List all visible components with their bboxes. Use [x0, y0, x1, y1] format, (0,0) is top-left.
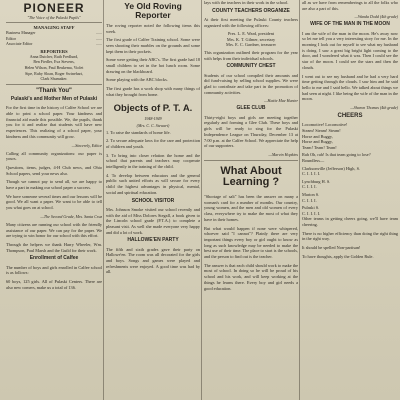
cheer-line: Boundless—	[302, 157, 325, 163]
article-paragraph: Through the helpers we thank Harry Wheeler, Wm. Thompson, Paul Marsh and the Guild for their work.	[6, 241, 102, 253]
article-paragraph: Other teams in getting cheers going, we'll have team cheering.	[302, 216, 398, 227]
article-headline-what-about-learning: What About Learning ?	[220, 164, 282, 189]
staff-row: Editor ......	[6, 35, 102, 41]
article-signature: —Sincerely, Editor	[71, 142, 102, 148]
article-paragraph: Mrs. Johnson Smoke visited our school recently and with the aid of Miss Dolores Stegall, a book given to the Lincoln school grade (P.T.A.) to complete a pleasant visit. As well she made everyone very happy and did a lot of work.	[106, 206, 200, 235]
article-paragraph: But what would happen if none were whispered, whoever said "I cannot"? Plainly there are very important things every boy or girl ought to know as long as such knowledge may be needed to make the best use of their time. The place to start is the schools, and the person to find out is the teacher.	[204, 225, 298, 260]
staff-row: Associate Editor ......	[6, 41, 102, 47]
staff-heading: MANAGING STAFF	[33, 25, 75, 30]
article-subhead: Pulaski's and Mother Men of Pulaski	[10, 96, 98, 103]
article-paragraph: For the first time in the history of Calfee School we are able to print a school paper. Your kindness and financial aid made this possible. We, the pupils, thank you for it and realize that students will have new experiences. This realizing of a school paper, your kindness and this community will grow.	[6, 105, 102, 139]
masthead-tagline: "The Voice of the Pulaski Pupils"	[27, 15, 81, 20]
article-paragraph: Students of our school compiled their amounts and did fund-raising by selling school supplies. We were glad to contribute and take part in the promotion of community activities.	[204, 72, 298, 95]
reporters-line: Sipe, Ruby Sloan, Roger Swinehart,	[25, 70, 83, 76]
article-paragraph: I went out to see my husband and he had a very hard time getting through the clouds. I saw him and he said hello to me and I said hello. We talked about things we had seen at night. I like being the wife of the man in the moon.	[302, 73, 398, 102]
reporters-line: Clark Shumaker.	[40, 76, 68, 82]
cheer-line: Team! Team! Team!	[302, 144, 337, 150]
article-paragraph: 60 boys, 125 girls. All of Pulaski Centers. There are also new comers, make us a total of 136.	[6, 279, 102, 290]
article-paragraph: The answer is that each child should work to make the most of school. In doing so he will be proud of his school and his work, and will keep working at the things he learns there. Every boy and girl needs a good education.	[204, 262, 298, 291]
reporters-line: Ben Fiedler, Eva Stevens,	[33, 59, 75, 65]
column-4	[302, 0, 398, 400]
article-paragraph: Questions, items, judges, 4-H Club news, and Ohio School papers, send your news also.	[6, 164, 102, 176]
reporters-line: Anna Dutcher, Ruth Fredlund,	[29, 53, 79, 59]
article-paragraph: Some were getting their ABC's. The first grade had 18 small children to set in the hot lunch room. Some drawing on the blackboard.	[106, 57, 200, 74]
masthead-title: PIONEER	[23, 1, 85, 15]
column-rule	[201, 0, 202, 400]
article-paragraph: 3. To bring into closer relation the home and the school that parents and teachers may cooperate intelligently in the training of the child.	[106, 152, 200, 170]
article-paragraph: "Shortage of salt" has been the answer on many a woman's card for a number of months. Our country, young women, and the men and old women of every class, everywhere try to make the most of what they have in their homes.	[204, 194, 298, 222]
article-signature: —Wanda Dodd (4th grade)	[354, 14, 398, 20]
article-paragraph: all as we have from rememberings to all the folks who are also a part of this.	[302, 0, 398, 11]
article-headline-enrollment: Enrollment of Calfee	[29, 255, 79, 262]
cheer-line: Lynchburg H. S.	[302, 178, 331, 184]
article-paragraph: The number of boys and girls enrolled in Calfee school is as follows:	[6, 264, 102, 276]
article-paragraph: Thirty-eight boys and girls are meeting together regularly and forming a Glee Club. These boys and girls will be ready to sing for the Pulaski Independence League on Thursday, December 13 at 7:00 p.m. at the Calfee School. We appreciate the help of our supporters.	[204, 114, 298, 149]
article-paragraph: 2. To secure adequate laws for the care and protection of children and youth.	[106, 138, 200, 149]
article-paragraph: It should be spelled Non-partisan!	[302, 245, 361, 251]
article-paragraph: 1. To raise the standards of home life.	[106, 129, 171, 135]
article-headline-pta-objects: Objects of P. T. A.	[113, 102, 193, 114]
cheer-line: C. I. I. I.	[302, 184, 317, 190]
article-paragraph: The roving reporter noted the following items this week.	[106, 22, 200, 34]
article-paragraph: Many citizens are running our school with the friendly assistance of our paper. We can pay for the paper. We are trying to win honor for our school with this effort.	[6, 221, 102, 239]
article-paragraph: Though we cannot pay to send all, we are happy to have a part in making our school paper a success.	[6, 179, 102, 191]
cheers-list	[302, 122, 398, 216]
article-paragraph: 4. To develop between educators and the general public such united efforts as will secure for every child the highest advantages in physical, mental, social and spiritual education.	[106, 172, 200, 195]
reporters-heading: REPORTERS	[40, 48, 68, 54]
article-paragraph: lays with the teachers in their work in the school.	[204, 0, 289, 5]
divider	[6, 84, 102, 85]
article-paragraph: This organization outlined their program for the year with helps from their individual schools.	[204, 49, 298, 61]
article-paragraph: To have thoughts, apply the Golden Rule.	[302, 253, 374, 259]
column-rule	[299, 0, 300, 400]
article-paragraph: I am the wife of the man in the moon. He's away now so let me tell you a very interesting story for me. In the morning I look out for myself to see what my husband is doing. I saw a great big bright light coming to the door, and I wondered what it was. Then I could see the star of the moon. I could see the stars and then the clouds.	[302, 30, 398, 70]
cheer-line: Pulaski S.	[302, 205, 320, 211]
officer-line: Pres. L. E. Ward, president	[227, 31, 275, 37]
article-paragraph: At their first meeting the Pulaski County teachers organized with the following officers:	[204, 16, 298, 28]
article-byline: (Mrs. C. C. Stewart)	[136, 122, 170, 128]
article-signature: —Marvin Hopkins	[268, 151, 298, 157]
cheer-line: Steam! Steam! Steam!	[302, 127, 341, 133]
cheer-line: C. I. I. I. I.	[302, 171, 321, 177]
cheer-line: Rah Oh, rah! Is that team going to lose?	[302, 152, 371, 158]
article-headline-thank-you: "Thank You"	[36, 87, 72, 94]
cheer-line: Horse and Buggy,	[302, 133, 333, 139]
article-headline-cheers: CHEERS	[337, 113, 363, 120]
cheer-line: Locomotive! Locomotive!	[302, 122, 348, 128]
cheer-line: C. I. I. I.	[302, 197, 317, 203]
article-headline-school-visitor: SCHOOL VISITOR	[131, 197, 175, 204]
article-signature: —The Second Grade, Mrs. Santa Cruz	[40, 213, 102, 219]
cheer-line: Marion S.	[302, 191, 320, 197]
divider	[204, 160, 298, 161]
article-headline-wife-of-man-in-moon: WIFE OF THE MAN IN THE MOON	[310, 21, 390, 28]
article-paragraph: The first grade of Calfee Training school. Some were seen shooting their marbles on the grounds and some kept them in their pockets.	[106, 37, 200, 54]
article-paragraph: The first grade has a work shop with many things of what they brought from home.	[106, 86, 200, 97]
article-paragraph: There is no higher efficiency than doing the right thing in the right way.	[302, 230, 398, 242]
column-1	[6, 0, 102, 400]
article-paragraph: Calling all community organizations: our paper is yours.	[6, 150, 102, 162]
column-2	[106, 0, 200, 400]
staff-row: Business Manager ......	[6, 30, 102, 35]
article-headline-community-chest: COMMUNITY CHEST	[226, 63, 276, 70]
article-paragraph: The fifth and sixth grades gave their party on Hallowe'en. The room was all decorated for the girls and boys. Songs and games were played and refreshments were enjoyed. A good time was had by all.	[106, 246, 200, 275]
officer-line: Mrs. K. T. Gilmer, secretary	[226, 36, 276, 42]
reporters-line: Helen Wilson, Paul Beukema, Violet	[24, 64, 84, 70]
cheer-line: Clarksonville (Jefferson) High, S.	[302, 165, 361, 171]
article-signature: —Hattie Mae Hunter	[264, 98, 298, 104]
article-headline-county-teachers: COUNTY TEACHERS ORGANIZE	[212, 7, 290, 14]
officer-line: Mrs. E. C. Gardner, treasurer	[226, 41, 276, 47]
divider	[6, 22, 102, 23]
article-headline-roving-reporter: Ye Old Roving Reporter	[124, 1, 182, 20]
article-paragraph: We have someone several times and our lessons will be good. We all want a paper. We want to be able to tell you what goes on at school.	[6, 193, 102, 211]
column-rule	[103, 0, 104, 400]
article-dateline: 1948-1949	[144, 115, 162, 121]
article-headline-halloween-party: HALLOWE'EN PARTY	[127, 237, 179, 244]
article-paragraph: Some playing with the ABC blocks.	[106, 77, 168, 83]
column-3	[204, 0, 298, 400]
cheer-line: Horse and Buggy,	[302, 139, 333, 145]
article-headline-glee-club: GLEE CLUB	[236, 105, 266, 112]
cheer-line: C. I. I. I. I.	[302, 210, 321, 216]
article-signature: —Sharon Thomas (4th grade)	[350, 105, 398, 111]
